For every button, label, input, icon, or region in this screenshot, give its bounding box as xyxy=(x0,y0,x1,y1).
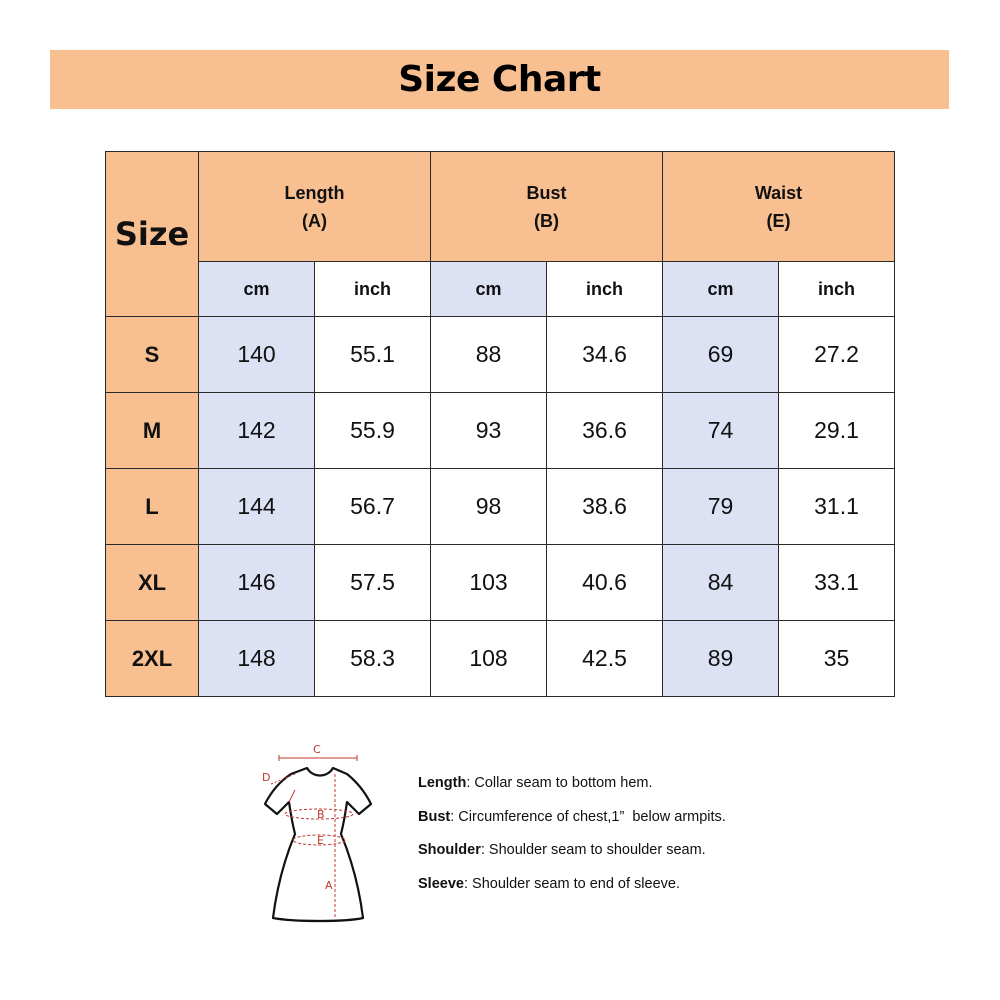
table-cell: 33.1 xyxy=(779,545,895,621)
table-cell: 108 xyxy=(431,621,547,697)
table-cell: 29.1 xyxy=(779,393,895,469)
table-cell: 69 xyxy=(663,317,779,393)
note-text: : Collar seam to bottom hem. xyxy=(466,775,653,791)
size-label: 2XL xyxy=(106,621,199,697)
table-cell: 142 xyxy=(199,393,315,469)
bust-header-code: (B) xyxy=(534,210,559,231)
table-row xyxy=(106,621,895,697)
note-text: : Circumference of chest,1” below armpits. xyxy=(450,808,726,825)
size-label: L xyxy=(106,469,199,545)
note-length xyxy=(418,772,726,806)
label-c: C xyxy=(313,743,321,756)
size-label: XL xyxy=(106,545,199,621)
length-header-name: Length xyxy=(284,182,345,203)
length-header xyxy=(199,152,431,262)
unit-header: inch xyxy=(779,262,895,317)
size-column-header: Size xyxy=(106,152,199,317)
table-cell: 56.7 xyxy=(315,469,431,545)
size-label: M xyxy=(106,393,199,469)
table-cell: 98 xyxy=(431,469,547,545)
unit-header: cm xyxy=(431,262,547,317)
bust-header xyxy=(431,152,663,262)
note-term: Length xyxy=(418,775,467,791)
table-cell: 93 xyxy=(431,393,547,469)
table-cell: 27.2 xyxy=(779,317,895,393)
measurement-notes xyxy=(418,772,726,906)
table-cell: 144 xyxy=(199,469,315,545)
note-text: : Shoulder seam to end of sleeve. xyxy=(463,875,680,892)
page-title: Size Chart xyxy=(398,59,601,100)
unit-header: cm xyxy=(663,262,779,317)
table-cell: 148 xyxy=(199,621,315,697)
table-cell: 103 xyxy=(431,545,547,621)
table-cell: 36.6 xyxy=(547,393,663,469)
label-b: B xyxy=(317,808,325,821)
note-sleeve xyxy=(418,873,726,907)
table-cell: 42.5 xyxy=(547,621,663,697)
table-cell: 55.9 xyxy=(315,393,431,469)
table-cell: 146 xyxy=(199,545,315,621)
note-term: Sleeve xyxy=(418,875,464,892)
note-text: : Shoulder seam to shoulder seam. xyxy=(480,842,706,858)
label-a: A xyxy=(325,879,333,892)
table-cell: 35 xyxy=(779,621,895,697)
table-cell: 84 xyxy=(663,545,779,621)
waist-header xyxy=(663,152,895,262)
table-cell: 89 xyxy=(663,621,779,697)
title-banner xyxy=(50,50,949,109)
table-cell: 40.6 xyxy=(547,545,663,621)
table-cell: 57.5 xyxy=(315,545,431,621)
waist-header-name: Waist xyxy=(754,182,803,203)
dress-measurement-diagram xyxy=(255,738,385,928)
label-d: D xyxy=(262,771,271,784)
unit-header: inch xyxy=(315,262,431,317)
table-cell: 58.3 xyxy=(315,621,431,697)
size-label: S xyxy=(106,317,199,393)
bust-header-name: Bust xyxy=(526,182,567,203)
table-row xyxy=(106,545,895,621)
size-table xyxy=(105,151,895,697)
length-header-code: (A) xyxy=(302,210,327,231)
table-cell: 34.6 xyxy=(547,317,663,393)
table-row xyxy=(106,317,895,393)
note-bust xyxy=(418,806,726,840)
table-cell: 88 xyxy=(431,317,547,393)
unit-header: inch xyxy=(547,262,663,317)
table-cell: 140 xyxy=(199,317,315,393)
table-row xyxy=(106,469,895,545)
note-term: Shoulder xyxy=(418,842,481,858)
waist-header-code: (E) xyxy=(766,210,791,231)
table-cell: 74 xyxy=(663,393,779,469)
table-cell: 31.1 xyxy=(779,469,895,545)
unit-header: cm xyxy=(199,262,315,317)
table-cell: 55.1 xyxy=(315,317,431,393)
label-e: E xyxy=(317,834,324,847)
table-cell: 79 xyxy=(663,469,779,545)
note-term: Bust xyxy=(418,808,451,825)
table-row xyxy=(106,393,895,469)
note-shoulder xyxy=(418,839,726,873)
table-cell: 38.6 xyxy=(547,469,663,545)
